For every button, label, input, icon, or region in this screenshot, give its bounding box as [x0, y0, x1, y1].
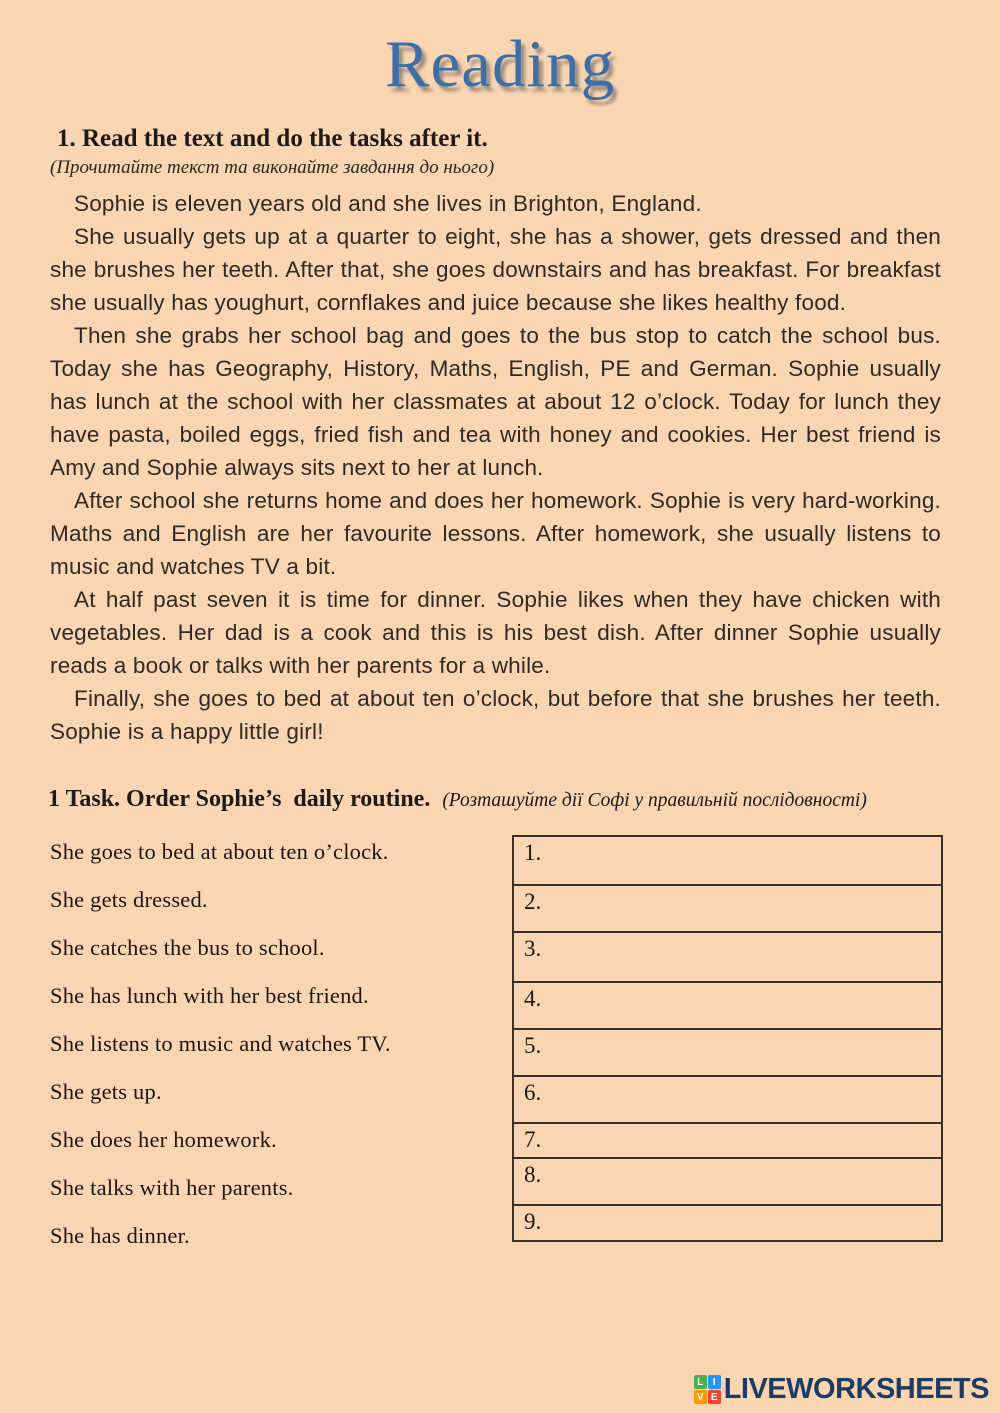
- answer-row-number: 1.: [524, 840, 542, 865]
- liveworksheets-icon: [694, 1375, 721, 1404]
- reading-paragraph: After school she returns home and does her homework. Sophie is very hard-working. Maths and English are her favourite lessons. After homework, she usually listens to music and watches TV a bit.: [50, 488, 941, 579]
- task-heading-translation: (Розташуйте дії Софі у правильній послідовності): [442, 790, 867, 811]
- reading-paragraph: At half past seven it is time for dinner. Sophie likes when they have chicken with vegetables. Her dad is a cook and this is his best dish. After dinner Sophie usually reads a book or talks with her parents for a while.: [50, 587, 941, 678]
- answer-cell-9[interactable]: [514, 1204, 941, 1240]
- answer-row-number: 9.: [524, 1209, 542, 1234]
- answer-cell-7[interactable]: [514, 1122, 941, 1157]
- section1-heading: 1. Read the text and do the tasks after it.: [57, 125, 488, 152]
- answer-row-number: 4.: [524, 986, 542, 1011]
- reading-paragraph: Sophie is eleven years old and she lives in Brighton, England.: [74, 191, 702, 216]
- liveworksheets-logo[interactable]: [694, 1373, 989, 1406]
- routine-item: She catches the bus to school.: [50, 935, 325, 960]
- worksheet-title: Reading: [384, 27, 616, 101]
- logo-tile-l: L: [694, 1375, 707, 1389]
- routine-item: She gets dressed.: [50, 887, 208, 912]
- routine-item: She has lunch with her best friend.: [50, 983, 369, 1008]
- routine-item: She gets up.: [50, 1079, 162, 1104]
- answer-cell-5[interactable]: [514, 1028, 941, 1075]
- answer-row-number: 2.: [524, 889, 542, 914]
- reading-paragraph: She usually gets up at a quarter to eight, she has a shower, gets dressed and then she brushes her teeth. After that, she goes downstairs and has breakfast. For breakfast she usually has youghurt, cornflakes and juice because she likes healthy food.: [50, 224, 941, 315]
- answer-cell-3[interactable]: [514, 931, 941, 981]
- routine-list: [50, 835, 512, 1271]
- answer-cell-4[interactable]: [514, 981, 941, 1028]
- answer-cell-8[interactable]: [514, 1157, 941, 1204]
- answer-table: [512, 835, 943, 1242]
- section1-subheading-translation: (Прочитайте текст та виконайте завдання до нього): [50, 157, 495, 178]
- answer-cell-2[interactable]: [514, 884, 941, 931]
- logo-tile-i: I: [708, 1375, 721, 1389]
- answer-row-number: 7.: [524, 1127, 542, 1152]
- task-heading-text: 1 Task. Order Sophie’s daily routine.: [48, 786, 431, 812]
- routine-item: She does her homework.: [50, 1127, 277, 1152]
- answer-row-number: 8.: [524, 1162, 542, 1187]
- task-heading: [48, 786, 960, 813]
- logo-tile-e: E: [708, 1390, 721, 1404]
- answer-cell-6[interactable]: [514, 1075, 941, 1122]
- answer-row-number: 5.: [524, 1033, 542, 1058]
- logo-tile-v: V: [694, 1390, 707, 1404]
- ordering-exercise: [50, 835, 943, 1271]
- routine-item: She talks with her parents.: [50, 1175, 294, 1200]
- reading-text: [50, 187, 941, 748]
- routine-item: She has dinner.: [50, 1223, 190, 1248]
- answer-cell-1[interactable]: [514, 837, 941, 884]
- routine-item: She goes to bed at about ten o’clock.: [50, 839, 389, 864]
- answer-row-number: 3.: [524, 936, 542, 961]
- answer-row-number: 6.: [524, 1080, 542, 1105]
- reading-paragraph: Then she grabs her school bag and goes to the bus stop to catch the school bus. Today she has Geography, History, Maths, English, PE and German. Sophie usually has lunch at the school with her classmates at about 12 o’clock. Today for lunch they have pasta, boiled eggs, fried fish and tea with honey and cookies. Her best friend is Amy and Sophie always sits next to her at lunch.: [50, 323, 941, 480]
- liveworksheets-brand-text: LIVEWORKSHEETS: [723, 1373, 989, 1405]
- routine-item: She listens to music and watches TV.: [50, 1031, 391, 1056]
- reading-paragraph: Finally, she goes to bed at about ten o’clock, but before that she brushes her teeth. Sophie is a happy little girl!: [50, 686, 941, 744]
